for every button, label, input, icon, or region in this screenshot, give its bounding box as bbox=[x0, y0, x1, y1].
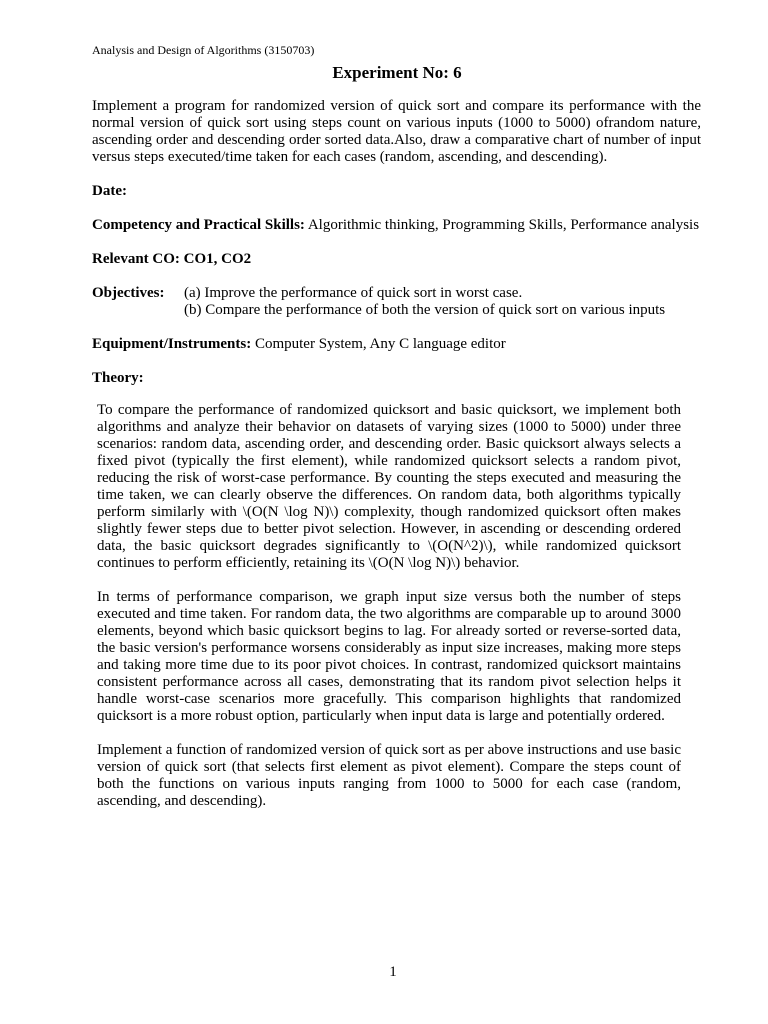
objectives-section bbox=[92, 285, 701, 319]
equipment-value: Computer System, Any C language editor bbox=[251, 336, 506, 352]
objectives-list bbox=[184, 285, 665, 319]
theory-paragraph: In terms of performance comparison, we graph input size versus both the number of steps executed and time taken. For random data, the two algorithms are comparable up to around 3000 elements, beyond which basic quicksort begins to lag. For already sorted or reverse-sorted data, the basic version's performance worsens considerably as input size increases, making more steps and taking more time due to its poor pivot choices. In contrast, randomized quicksort maintains consistent performance across all cases, demonstrating that its random pivot selection helps it handle worst-case scenarios more gracefully. This comparison highlights that randomized quicksort is a more robust option, particularly when input data is large and potentially ordered. bbox=[97, 589, 681, 724]
page-number: 1 bbox=[389, 964, 397, 980]
objectives-label: Objectives: bbox=[92, 285, 165, 301]
relevant-co-field bbox=[92, 251, 701, 268]
objective-item: (b) Compare the performance of both the version of quick sort on various inputs bbox=[184, 302, 666, 318]
running-header: Analysis and Design of Algorithms (3150703) bbox=[92, 43, 315, 57]
relevant-co-label: Relevant CO: CO1, CO2 bbox=[92, 251, 252, 267]
experiment-title: Experiment No: 6 bbox=[332, 63, 462, 82]
date-label: Date: bbox=[92, 183, 127, 199]
theory-section bbox=[92, 370, 701, 810]
theory-paragraph: Implement a function of randomized version of quick sort as per above instructions and use basic version of quick sort (that selects first element as pivot element). Compare the steps count of both the functions on various inputs ranging from 1000 to 5000 for each case (random, ascending, and descending). bbox=[97, 742, 681, 809]
competency-field bbox=[92, 217, 701, 234]
equipment-field bbox=[92, 336, 701, 353]
competency-label: Competency and Practical Skills: bbox=[92, 217, 305, 233]
theory-paragraph: To compare the performance of randomized quicksort and basic quicksort, we implement both algorithms and analyze their behavior on datasets of varying sizes (1000 to 5000) under three scenarios: random data, ascending order, and descending order. Basic quicksort always selects a fixed pivot (typically the first element), while randomized quicksort selects a random pivot, reducing the risk of worst-case performance. By counting the steps executed and measuring the time taken, we can clearly observe the differences. On random data, both algorithms typically perform similarly with \(O(N \log N)\) complexity, though randomized quicksort often makes slightly fewer steps due to better pivot selection. However, in ascending or descending ordered data, the basic quicksort degrades significantly to \(O(N^2)\), while randomized quicksort continues to perform efficiently, retaining its \(O(N \log N)\) behavior. bbox=[97, 402, 681, 571]
theory-heading: Theory: bbox=[92, 370, 144, 386]
equipment-label: Equipment/Instruments: bbox=[92, 336, 252, 352]
document-body bbox=[92, 98, 701, 810]
intro-paragraph: Implement a program for randomized version of quick sort and compare its performance with the normal version of quick sort using steps count on various inputs (1000 to 5000) ofrandom nature, ascending order and descending order sorted data.Also, draw a comparative chart of number of input versus steps executed/time taken for each cases (random, ascending, and descending). bbox=[92, 98, 701, 165]
theory-body bbox=[97, 402, 681, 810]
objective-item: (a) Improve the performance of quick sort in worst case. bbox=[184, 285, 523, 301]
date-field bbox=[92, 183, 701, 200]
competency-value: Algorithmic thinking, Programming Skills, Performance analysis bbox=[304, 217, 700, 233]
